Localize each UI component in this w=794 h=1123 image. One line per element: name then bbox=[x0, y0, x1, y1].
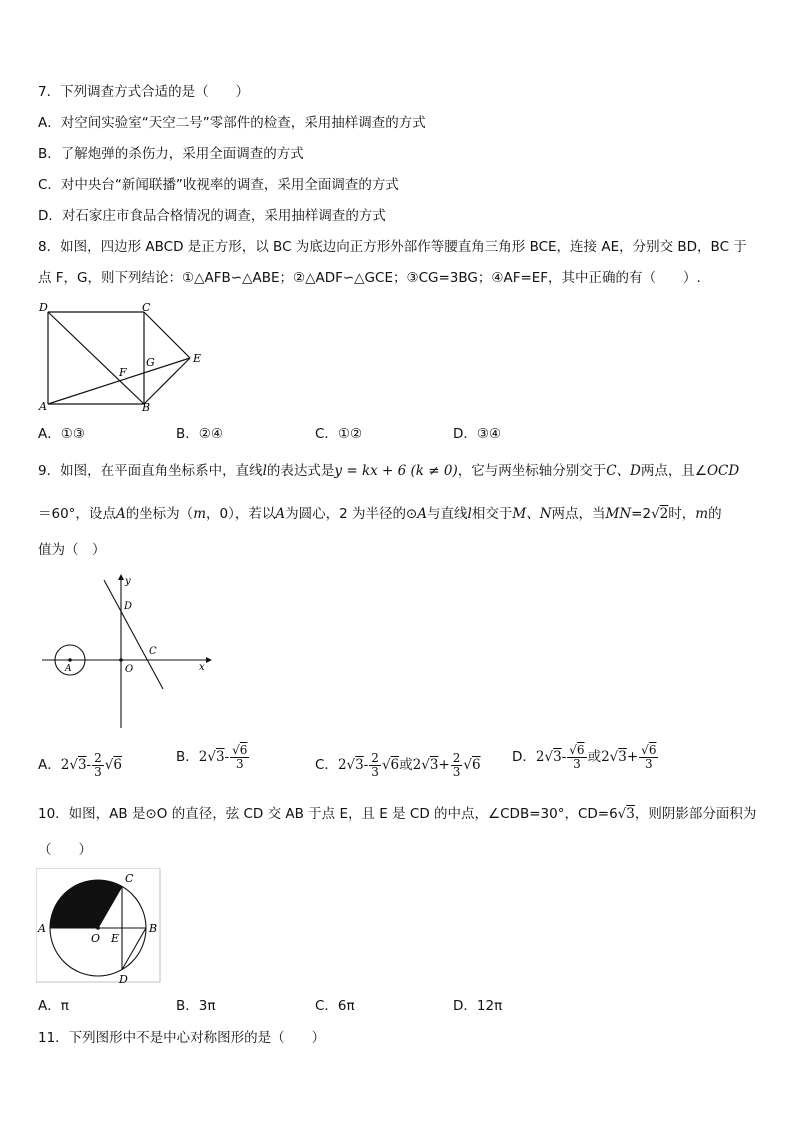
q9-text: ＝60°，设点 bbox=[38, 506, 116, 522]
q9-var: A bbox=[417, 506, 428, 522]
q9-figure-coordinate bbox=[38, 572, 214, 732]
q9-option-a-expr: 2√3- $\frac{2}{3}$ √6 bbox=[60, 751, 122, 779]
q10-option-d: D．12π bbox=[453, 998, 503, 1014]
q9-text: 的表达式是 bbox=[266, 463, 335, 479]
q8-label-e: E bbox=[193, 352, 202, 365]
q8-option-a: A．①③ bbox=[38, 426, 85, 442]
q9-var: A bbox=[275, 506, 286, 522]
q9-text: 与直线 bbox=[427, 506, 468, 522]
q10-stem-line1 bbox=[38, 804, 756, 824]
q9-var: MN bbox=[605, 506, 632, 522]
q8-label-c: C bbox=[142, 301, 151, 314]
q9-var: M、N bbox=[512, 506, 552, 522]
q9-text: ，0），若以 bbox=[206, 506, 276, 522]
q9-text: 9．如图，在平面直角坐标系中，直线 bbox=[38, 463, 263, 479]
q10-figure-circle bbox=[36, 868, 164, 986]
q9-var: m bbox=[193, 506, 206, 522]
q8-label-g: G bbox=[146, 356, 155, 369]
q9-option-d bbox=[512, 744, 659, 771]
q9-option-d-expr: 2√3- $\frac{√6}{3}$ bbox=[535, 743, 585, 771]
q9-text: 两点，当 bbox=[551, 506, 606, 522]
q8-option-c: C．①② bbox=[315, 426, 363, 442]
q10-text: 10．如图，AB 是⊙O 的直径，弦 CD 交 AB 于点 E，且 E 是 CD 的中点，∠CDB=30°，CD=6 bbox=[38, 806, 618, 822]
q9-sqrt-radicand: 2 bbox=[659, 506, 669, 522]
q9-label-d: D bbox=[124, 601, 133, 612]
q9-label-a: A bbox=[65, 664, 72, 674]
q9-option-c bbox=[315, 752, 481, 779]
q9-text: 两点，且∠ bbox=[640, 463, 707, 479]
q11-stem: 11．下列图形中不是中心对称图形的是（ ） bbox=[38, 1030, 326, 1046]
q9-option-c-expr: 2√3- $\frac{2}{3}$ √6 bbox=[337, 751, 400, 779]
q10-label-a: A bbox=[38, 922, 46, 935]
q8-stem-line2: 点 F，G，则下列结论：①△AFB∽△ABE；②△ADF∽△GCE；③CG=3BG；④AF=EF，其中正确的有（ ）. bbox=[38, 270, 701, 286]
q9-stem-line1 bbox=[38, 461, 739, 481]
q7-option-d: D．对石家庄市食品合格情况的调查，采用抽样调查的方式 bbox=[38, 208, 386, 224]
q8-label-d: D bbox=[39, 301, 48, 314]
q9-stem-line2 bbox=[38, 504, 722, 524]
q9-option-c-or: 或 bbox=[399, 757, 413, 773]
q10-stem-line2: （ ） bbox=[38, 842, 92, 858]
q8-label-b: B bbox=[142, 401, 151, 414]
q9-option-d-label: D． bbox=[512, 749, 536, 765]
q9-text: 相交于 bbox=[471, 506, 513, 522]
q9-option-b bbox=[176, 744, 250, 771]
q10-label-o: O bbox=[91, 932, 101, 945]
q7-stem: 7．下列调查方式合适的是（ ） bbox=[38, 84, 250, 100]
q9-option-b-expr: 2√3- $\frac{√6}{3}$ bbox=[198, 743, 248, 771]
q7-option-b: B．了解炮弹的杀伤力，采用全面调查的方式 bbox=[38, 146, 304, 162]
q9-option-d-or: 或 bbox=[587, 749, 602, 765]
q9-option-c-label: C． bbox=[315, 757, 338, 773]
q9-line-expression: y = kx + 6 (k ≠ 0) bbox=[334, 463, 458, 479]
q10-label-d: D bbox=[119, 973, 128, 986]
q9-text: =2 bbox=[631, 506, 652, 522]
q10-label-e: E bbox=[111, 932, 120, 945]
q9-option-b-label: B． bbox=[176, 749, 199, 765]
q7-option-c: C．对中央台“新闻联播”收视率的调查，采用全面调查的方式 bbox=[38, 177, 399, 193]
q9-option-d-expr2: 2√3+ $\frac{√6}{3}$ bbox=[601, 743, 657, 771]
q9-var: A bbox=[115, 506, 126, 522]
q10-sqrt-radicand: 3 bbox=[626, 806, 635, 822]
q8-option-b: B．②④ bbox=[176, 426, 223, 442]
q9-sqrt2: √2 bbox=[651, 506, 669, 522]
q9-label-y: y bbox=[125, 576, 131, 587]
q9-text: 时， bbox=[668, 506, 696, 522]
q10-text: ，则阴影部分面积为 bbox=[634, 806, 757, 822]
q9-option-a-label: A． bbox=[38, 757, 61, 773]
q9-option-c-expr2: 2√3+ $\frac{2}{3}$ √6 bbox=[412, 751, 481, 779]
q10-label-c: C bbox=[125, 872, 134, 885]
q9-label-c: C bbox=[149, 646, 157, 657]
q9-text: 为圆心，2 为半径的⊙ bbox=[285, 506, 418, 522]
q10-option-b: B．3π bbox=[176, 998, 216, 1014]
q9-text: 的 bbox=[708, 506, 722, 522]
q9-text: ，它与两坐标轴分别交于 bbox=[457, 463, 607, 479]
q7-option-a: A．对空间实验室“天空二号”零部件的检查，采用抽样调查的方式 bbox=[38, 115, 426, 131]
q8-label-a: A bbox=[39, 400, 47, 413]
q9-angle-ocd: OCD bbox=[706, 463, 740, 479]
q9-label-o: O bbox=[125, 664, 134, 675]
q8-label-f: F bbox=[119, 366, 127, 379]
q9-label-x: x bbox=[199, 662, 205, 673]
q9-var: m bbox=[695, 506, 709, 522]
q9-text: 的坐标为（ bbox=[125, 506, 194, 522]
q8-figure-square bbox=[36, 298, 208, 416]
q9-var-l: l bbox=[262, 463, 267, 479]
q8-option-d: D．③④ bbox=[453, 426, 502, 442]
q9-points-cd: C、D bbox=[606, 463, 641, 479]
q9-option-a bbox=[38, 752, 122, 779]
q10-label-b: B bbox=[149, 922, 158, 935]
q10-sqrt3: √3 bbox=[617, 806, 635, 822]
q10-option-c: C．6π bbox=[315, 998, 355, 1014]
q9-var: l bbox=[467, 506, 472, 522]
q9-stem-line3: 值为（ ） bbox=[38, 542, 106, 558]
q10-option-a: A．π bbox=[38, 998, 69, 1014]
q8-stem-line1: 8．如图，四边形 ABCD 是正方形，以 BC 为底边向正方形外部作等腰直角三角形 BCE，连接 AE，分别交 BD，BC 于 bbox=[38, 239, 747, 255]
